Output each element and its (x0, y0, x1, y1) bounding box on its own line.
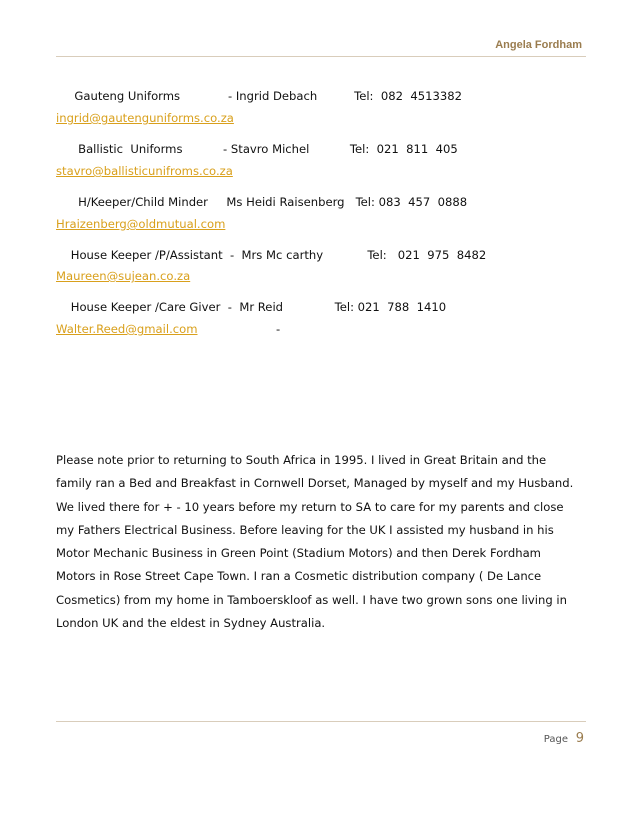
footer-page-label: Page (543, 734, 568, 745)
paragraph-line: London UK and the eldest in Sydney Australia. (56, 616, 326, 631)
contact-line: Ballistic Uniforms - Stavro Michel Tel: 021 811 405 (56, 142, 458, 156)
header-rule (56, 56, 586, 57)
contact-email-link[interactable]: stavro@ballisticunifroms.co.za (56, 164, 233, 178)
paragraph-line: Motors in Rose Street Cape Town. I ran a Cosmetic distribution company ( De Lance (56, 569, 542, 584)
body-paragraph (56, 449, 586, 635)
paragraph-line: Please note prior to returning to South Africa in 1995. I lived in Great Britain and the (56, 453, 547, 467)
footer-page-number: 9 (575, 731, 584, 746)
footer-rule (56, 721, 586, 722)
contact-line: Gauteng Uniforms - Ingrid Debach Tel: 082 4513382 (56, 89, 462, 103)
contact-line: House Keeper /Care Giver - Mr Reid Tel: 021 788 1410 (56, 300, 447, 314)
paragraph-line: We lived there for + - 10 years before my return to SA to care for my parents and close (56, 499, 564, 514)
contact-email-link[interactable]: Hraizenberg@oldmutual.com (56, 217, 226, 231)
contact-email-link[interactable]: Maureen@sujean.co.za (56, 269, 191, 283)
contact-email-link[interactable]: ingrid@gautenguniforms.co.za (56, 111, 234, 125)
paragraph-line: Cosmetics) from my home in Tamboerskloof as well. I have two grown sons one living in (56, 592, 567, 607)
paragraph-line: my Fathers Electrical Business. Before leaving for the UK I assisted my husband in his (56, 522, 554, 537)
contact-line: House Keeper /P/Assistant - Mrs Mc carthy Tel: 021 975 8482 (56, 248, 487, 262)
trailing-dash: - (276, 322, 281, 336)
paragraph-line: family ran a Bed and Breakfast in Cornwell Dorset, Managed by myself and my Husband. (56, 476, 574, 491)
header-author-name: Angela Fordham (495, 39, 582, 51)
contact-email-link[interactable]: Walter.Reed@gmail.com (56, 322, 198, 336)
paragraph-line: Motor Mechanic Business in Green Point (Stadium Motors) and then Derek Fordham (56, 546, 541, 561)
contact-line: H/Keeper/Child Minder Ms Heidi Raisenberg Tel: 083 457 0888 (56, 195, 468, 209)
